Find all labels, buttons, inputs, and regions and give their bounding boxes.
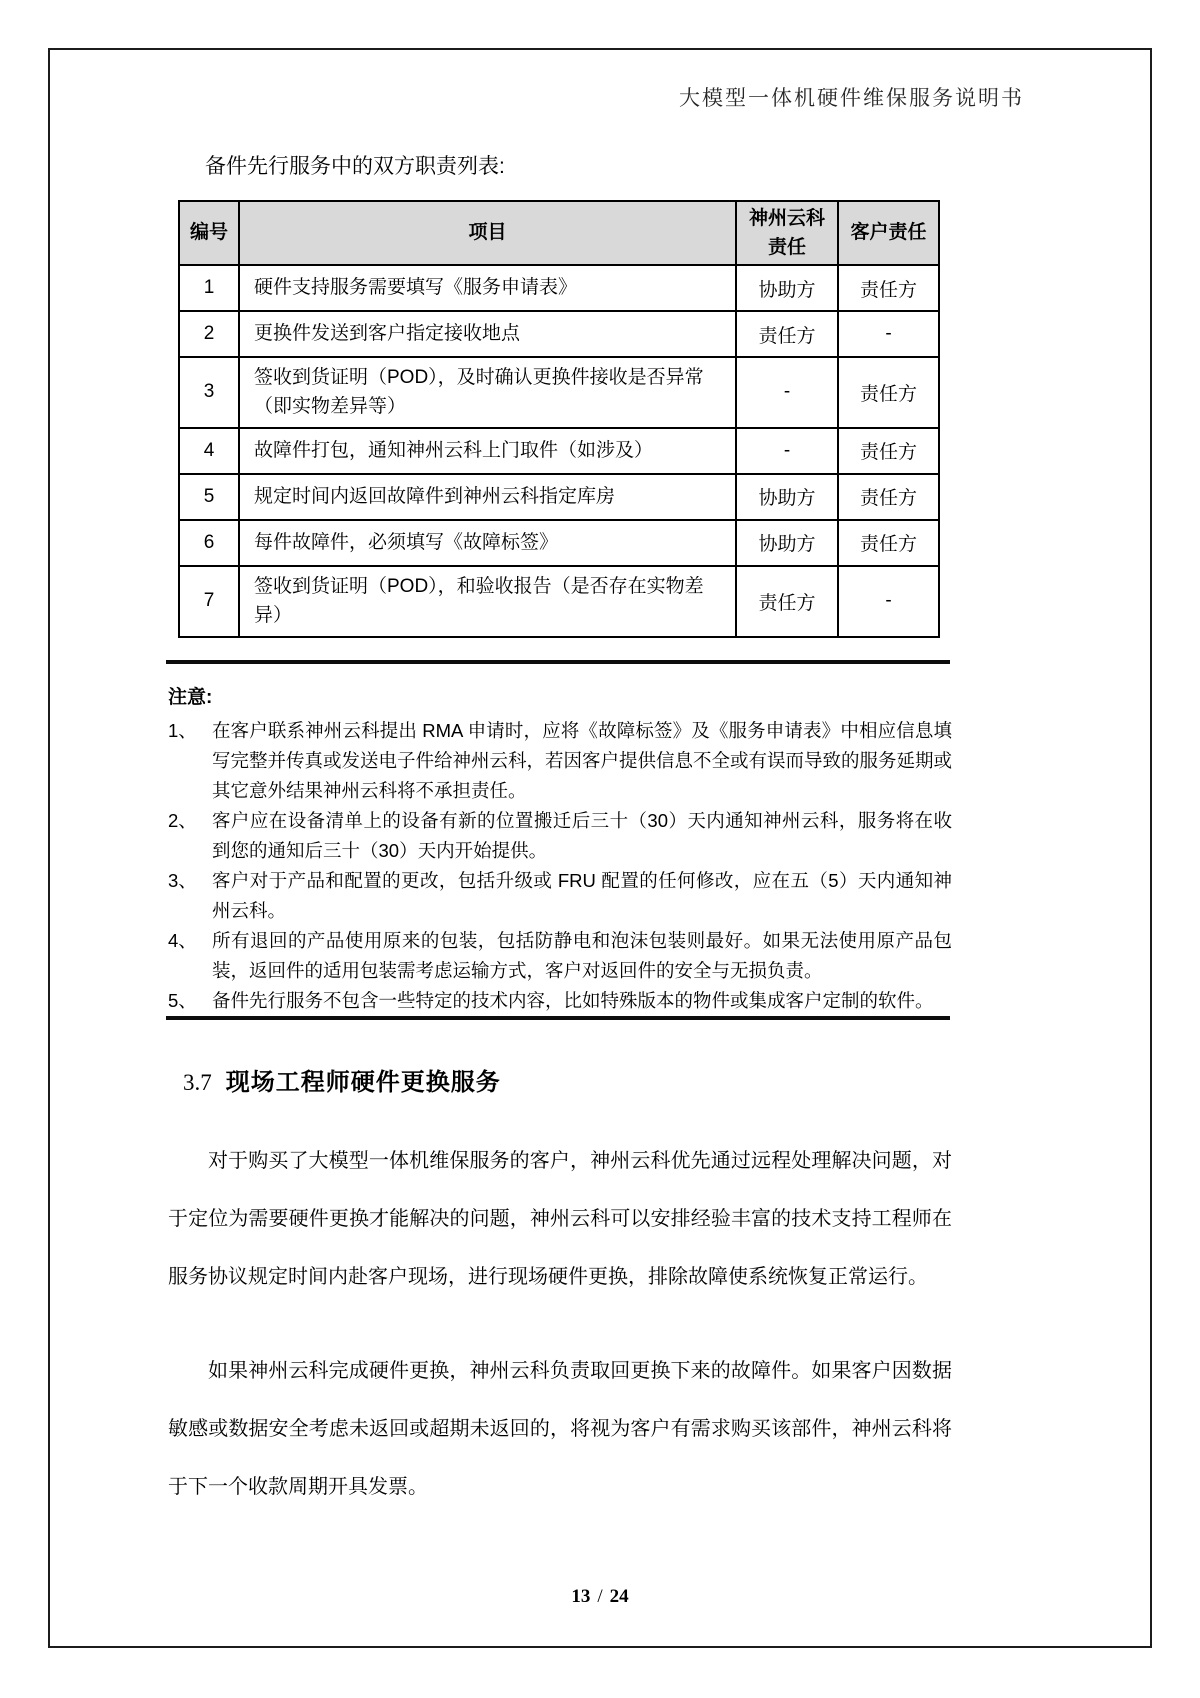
note-item <box>168 716 952 806</box>
cell-customer: - <box>838 311 939 357</box>
cell-item: 故障件打包，通知神州云科上门取件（如涉及） <box>239 428 736 474</box>
responsibility-table <box>178 200 940 638</box>
cell-vendor: 责任方 <box>736 566 838 637</box>
note-item <box>168 866 952 926</box>
notes-label: 注意: <box>168 687 213 708</box>
cell-customer: 责任方 <box>838 265 939 311</box>
cell-no: 3 <box>179 357 239 428</box>
cell-vendor: 责任方 <box>736 311 838 357</box>
page-number-total: 24 <box>609 1586 629 1607</box>
note-item-text: 所有退回的产品使用原来的包装，包括防静电和泡沫包装则最好。如果无法使用原产品包装，返回件的适用包装需考虑运输方式，客户对返回件的安全与无损负责。 <box>212 930 952 981</box>
cell-no: 2 <box>179 311 239 357</box>
section-heading <box>183 1062 501 1097</box>
body-paragraph-2: 如果神州云科完成硬件更换，神州云科负责取回更换下来的故障件。如果客户因数据敏感或数据安全考虑未返回或超期未返回的，将视为客户有需求购买该部件，神州云科将于下一个收款周期开具发票。 <box>168 1360 952 1498</box>
col-header-vendor-line1: 神州云科 <box>748 207 825 229</box>
note-item-text: 在客户联系神州云科提出 RMA 申请时，应将《故障标签》及《服务申请表》中相应信息填写完整并传真或发送电子件给神州云科，若因客户提供信息不全或有误而导致的服务延期或其它意外结果神州云科将不承担责任。 <box>212 720 953 801</box>
note-item <box>168 986 952 1016</box>
body-paragraph-1: 对于购买了大模型一体机维保服务的客户，神州云科优先通过远程处理解决问题，对于定位为需要硬件更换才能解决的问题，神州云科可以安排经验丰富的技术支持工程师在服务协议规定时间内赴客户现场，进行现场硬件更换，排除故障使系统恢复正常运行。 <box>168 1150 952 1288</box>
cell-no: 5 <box>179 474 239 520</box>
note-item-number: 1、 <box>168 720 197 741</box>
note-item <box>168 806 952 866</box>
note-item-number: 3、 <box>168 870 197 891</box>
cell-vendor: - <box>736 428 838 474</box>
divider-rule-bottom <box>166 1016 950 1020</box>
table-row <box>179 357 939 428</box>
table-row <box>179 474 939 520</box>
cell-customer: 责任方 <box>838 428 939 474</box>
intro-line: 备件先行服务中的双方职责列表: <box>205 155 505 178</box>
note-item-number: 4、 <box>168 930 197 951</box>
cell-no: 6 <box>179 520 239 566</box>
col-header-no: 编号 <box>179 201 239 265</box>
section-number: 3.7 <box>183 1070 212 1095</box>
col-header-customer: 客户责任 <box>838 201 939 265</box>
cell-item: 规定时间内返回故障件到神州云科指定库房 <box>239 474 736 520</box>
cell-vendor: 协助方 <box>736 265 838 311</box>
note-item-text: 客户对于产品和配置的更改，包括升级或 FRU 配置的任何修改，应在五（5）天内通知神州云科。 <box>212 870 952 921</box>
cell-item: 更换件发送到客户指定接收地点 <box>239 311 736 357</box>
cell-customer: - <box>838 566 939 637</box>
cell-item: 签收到货证明（POD），和验收报告（是否存在实物差异） <box>239 566 736 637</box>
table-row <box>179 520 939 566</box>
table-row <box>179 428 939 474</box>
col-header-item: 项目 <box>239 201 736 265</box>
page-number-current: 13 <box>571 1586 591 1607</box>
note-item-number: 5、 <box>168 990 197 1011</box>
note-item-text: 备件先行服务不包含一些特定的技术内容，比如特殊版本的物件或集成客户定制的软件。 <box>212 990 934 1011</box>
section-title: 现场工程师硬件更换服务 <box>225 1069 501 1096</box>
cell-item: 签收到货证明（POD），及时确认更换件接收是否异常（即实物差异等） <box>239 357 736 428</box>
cell-customer: 责任方 <box>838 474 939 520</box>
note-item-number: 2、 <box>168 810 197 831</box>
table-row <box>179 265 939 311</box>
page-footer <box>0 1586 1200 1608</box>
note-item-text: 客户应在设备清单上的设备有新的位置搬迁后三十（30）天内通知神州云科，服务将在收到您的通知后三十（30）天内开始提供。 <box>212 810 952 861</box>
cell-item: 硬件支持服务需要填写《服务申请表》 <box>239 265 736 311</box>
cell-no: 4 <box>179 428 239 474</box>
cell-no: 7 <box>179 566 239 637</box>
page-number-separator: / <box>597 1586 603 1607</box>
cell-vendor: - <box>736 357 838 428</box>
notes-list <box>168 716 952 1016</box>
cell-customer: 责任方 <box>838 520 939 566</box>
document-header-title: 大模型一体机硬件维保服务说明书 <box>679 86 1024 110</box>
col-header-vendor-line2: 责任 <box>767 237 806 258</box>
note-item <box>168 926 952 986</box>
cell-customer: 责任方 <box>838 357 939 428</box>
cell-vendor: 协助方 <box>736 474 838 520</box>
divider-rule-top <box>166 660 950 664</box>
cell-item: 每件故障件，必须填写《故障标签》 <box>239 520 736 566</box>
table-row <box>179 566 939 637</box>
table-header-row <box>179 201 939 265</box>
table-row <box>179 311 939 357</box>
col-header-vendor <box>736 201 838 265</box>
cell-vendor: 协助方 <box>736 520 838 566</box>
cell-no: 1 <box>179 265 239 311</box>
